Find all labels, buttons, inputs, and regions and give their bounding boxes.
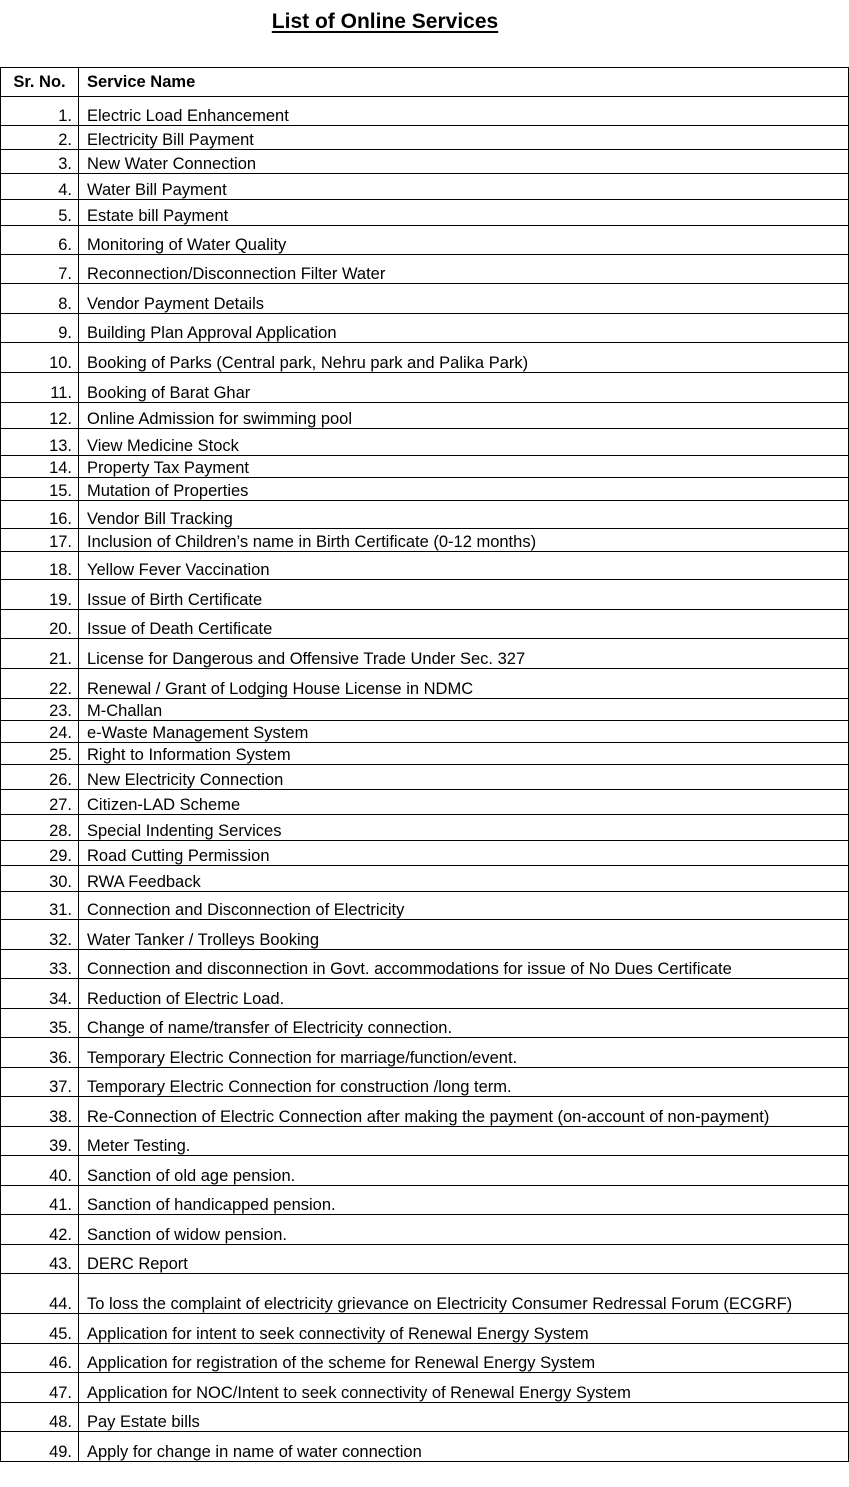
sr-no-cell: 32. (1, 920, 79, 950)
table-row (1, 1097, 849, 1127)
sr-no-cell: 39. (1, 1127, 79, 1156)
service-name-cell: Re-Connection of Electric Connection after making the payment (on-account of non-payment) (79, 1097, 849, 1127)
sr-no-cell: 17. (1, 529, 79, 552)
sr-no-cell: 22. (1, 669, 79, 699)
table-row (1, 1432, 849, 1462)
table-row (1, 920, 849, 950)
service-name-cell: License for Dangerous and Offensive Trade Under Sec. 327 (79, 639, 849, 669)
table-row (1, 1274, 849, 1314)
service-name-cell: Estate bill Payment (79, 200, 849, 226)
sr-no-cell: 46. (1, 1344, 79, 1373)
table-row (1, 743, 849, 765)
service-name-cell: Application for registration of the scheme for Renewal Energy System (79, 1344, 849, 1373)
sr-no-cell: 25. (1, 743, 79, 765)
table-row (1, 1186, 849, 1215)
service-name-cell: Yellow Fever Vaccination (79, 552, 849, 580)
service-name-cell: M-Challan (79, 699, 849, 721)
service-name-cell: Sanction of widow pension. (79, 1215, 849, 1245)
service-name-cell: Reduction of Electric Load. (79, 979, 849, 1009)
table-row (1, 126, 849, 150)
service-name-cell: Application for intent to seek connectivity of Renewal Energy System (79, 1314, 849, 1344)
sr-no-cell: 1. (1, 97, 79, 126)
sr-no-cell: 11. (1, 373, 79, 403)
service-name-cell: Building Plan Approval Application (79, 314, 849, 343)
sr-no-cell: 42. (1, 1215, 79, 1245)
service-name-cell: Electric Load Enhancement (79, 97, 849, 126)
service-name-cell: Monitoring of Water Quality (79, 226, 849, 255)
sr-no-cell: 19. (1, 580, 79, 610)
table-row (1, 866, 849, 892)
table-row (1, 255, 849, 284)
table-row (1, 456, 849, 478)
table-row (1, 1215, 849, 1245)
sr-no-cell: 37. (1, 1068, 79, 1097)
sr-no-cell: 24. (1, 721, 79, 743)
service-name-cell: Citizen-LAD Scheme (79, 790, 849, 815)
service-name-cell: Pay Estate bills (79, 1403, 849, 1432)
sr-no-cell: 31. (1, 892, 79, 920)
sr-no-cell: 2. (1, 126, 79, 150)
sr-no-cell: 28. (1, 815, 79, 841)
service-name-cell: Sanction of handicapped pension. (79, 1186, 849, 1215)
table-row (1, 1068, 849, 1097)
service-name-cell: Issue of Birth Certificate (79, 580, 849, 610)
sr-no-cell: 26. (1, 765, 79, 790)
service-name-cell: Water Tanker / Trolleys Booking (79, 920, 849, 950)
sr-no-cell: 21. (1, 639, 79, 669)
table-row (1, 1314, 849, 1344)
sr-no-cell: 48. (1, 1403, 79, 1432)
sr-no-cell: 3. (1, 150, 79, 174)
service-name-cell: Temporary Electric Connection for construction /long term. (79, 1068, 849, 1097)
table-row (1, 403, 849, 429)
service-name-cell: Meter Testing. (79, 1127, 849, 1156)
service-name-cell: New Water Connection (79, 150, 849, 174)
sr-no-cell: 14. (1, 456, 79, 478)
table-row (1, 200, 849, 226)
table-row (1, 1156, 849, 1186)
table-row (1, 950, 849, 979)
table-row (1, 841, 849, 866)
table-row (1, 765, 849, 790)
sr-no-cell: 44. (1, 1274, 79, 1314)
table-row (1, 1009, 849, 1038)
table-row (1, 1127, 849, 1156)
service-name-cell: Right to Information System (79, 743, 849, 765)
sr-no-cell: 35. (1, 1009, 79, 1038)
sr-no-cell: 36. (1, 1038, 79, 1068)
sr-no-cell: 4. (1, 174, 79, 200)
sr-no-cell: 45. (1, 1314, 79, 1344)
service-name-cell: Booking of Parks (Central park, Nehru park and Palika Park) (79, 343, 849, 373)
service-name-cell: Property Tax Payment (79, 456, 849, 478)
service-name-cell: New Electricity Connection (79, 765, 849, 790)
services-table (0, 67, 849, 1462)
sr-no-cell: 40. (1, 1156, 79, 1186)
service-name-cell: Vendor Bill Tracking (79, 501, 849, 529)
table-row (1, 174, 849, 200)
sr-no-cell: 9. (1, 314, 79, 343)
sr-no-cell: 41. (1, 1186, 79, 1215)
sr-no-cell: 49. (1, 1432, 79, 1462)
service-name-cell: Renewal / Grant of Lodging House License in NDMC (79, 669, 849, 699)
table-row (1, 790, 849, 815)
service-name-cell: Inclusion of Children’s name in Birth Certificate (0-12 months) (79, 529, 849, 552)
table-row (1, 1245, 849, 1274)
table-row (1, 501, 849, 529)
sr-no-cell: 10. (1, 343, 79, 373)
table-row (1, 529, 849, 552)
sr-no-cell: 8. (1, 284, 79, 314)
sr-no-cell: 38. (1, 1097, 79, 1127)
service-name-cell: Road Cutting Permission (79, 841, 849, 866)
service-name-cell: To loss the complaint of electricity grievance on Electricity Consumer Redressal Forum (ECGRF) (79, 1274, 849, 1314)
service-name-cell: e-Waste Management System (79, 721, 849, 743)
header-sr-no: Sr. No. (1, 68, 79, 97)
table-row (1, 314, 849, 343)
table-row (1, 1344, 849, 1373)
sr-no-cell: 43. (1, 1245, 79, 1274)
service-name-cell: Reconnection/Disconnection Filter Water (79, 255, 849, 284)
sr-no-cell: 23. (1, 699, 79, 721)
table-row (1, 815, 849, 841)
table-row (1, 580, 849, 610)
sr-no-cell: 12. (1, 403, 79, 429)
service-name-cell: Sanction of old age pension. (79, 1156, 849, 1186)
table-row (1, 97, 849, 126)
table-row (1, 669, 849, 699)
service-name-cell: DERC Report (79, 1245, 849, 1274)
service-name-cell: Water Bill Payment (79, 174, 849, 200)
table-row (1, 1403, 849, 1432)
service-name-cell: Change of name/transfer of Electricity connection. (79, 1009, 849, 1038)
service-name-cell: Issue of Death Certificate (79, 610, 849, 639)
sr-no-cell: 13. (1, 429, 79, 456)
table-row (1, 979, 849, 1009)
sr-no-cell: 20. (1, 610, 79, 639)
table-row (1, 721, 849, 743)
service-name-cell: Special Indenting Services (79, 815, 849, 841)
table-header-row (1, 68, 849, 97)
service-name-cell: RWA Feedback (79, 866, 849, 892)
table-row (1, 429, 849, 456)
sr-no-cell: 33. (1, 950, 79, 979)
table-row (1, 639, 849, 669)
service-name-cell: Mutation of Properties (79, 478, 849, 501)
table-row (1, 1038, 849, 1068)
sr-no-cell: 18. (1, 552, 79, 580)
sr-no-cell: 15. (1, 478, 79, 501)
sr-no-cell: 5. (1, 200, 79, 226)
service-name-cell: Connection and Disconnection of Electricity (79, 892, 849, 920)
service-name-cell: Online Admission for swimming pool (79, 403, 849, 429)
service-name-cell: Application for NOC/Intent to seek connectivity of Renewal Energy System (79, 1373, 849, 1403)
table-row (1, 1373, 849, 1403)
table-row (1, 892, 849, 920)
table-row (1, 343, 849, 373)
service-name-cell: Booking of Barat Ghar (79, 373, 849, 403)
sr-no-cell: 27. (1, 790, 79, 815)
table-row (1, 478, 849, 501)
table-row (1, 373, 849, 403)
table-row (1, 150, 849, 174)
header-service-name: Service Name (79, 68, 849, 97)
sr-no-cell: 6. (1, 226, 79, 255)
table-row (1, 699, 849, 721)
sr-no-cell: 47. (1, 1373, 79, 1403)
table-row (1, 284, 849, 314)
service-name-cell: Electricity Bill Payment (79, 126, 849, 150)
service-name-cell: View Medicine Stock (79, 429, 849, 456)
service-name-cell: Vendor Payment Details (79, 284, 849, 314)
sr-no-cell: 29. (1, 841, 79, 866)
sr-no-cell: 30. (1, 866, 79, 892)
table-row (1, 226, 849, 255)
sr-no-cell: 7. (1, 255, 79, 284)
page-title: List of Online Services (271, 10, 499, 33)
service-name-cell: Apply for change in name of water connection (79, 1432, 849, 1462)
service-name-cell: Connection and disconnection in Govt. accommodations for issue of No Dues Certificate (79, 950, 849, 979)
sr-no-cell: 34. (1, 979, 79, 1009)
service-name-cell: Temporary Electric Connection for marriage/function/event. (79, 1038, 849, 1068)
sr-no-cell: 16. (1, 501, 79, 529)
table-row (1, 610, 849, 639)
table-row (1, 552, 849, 580)
